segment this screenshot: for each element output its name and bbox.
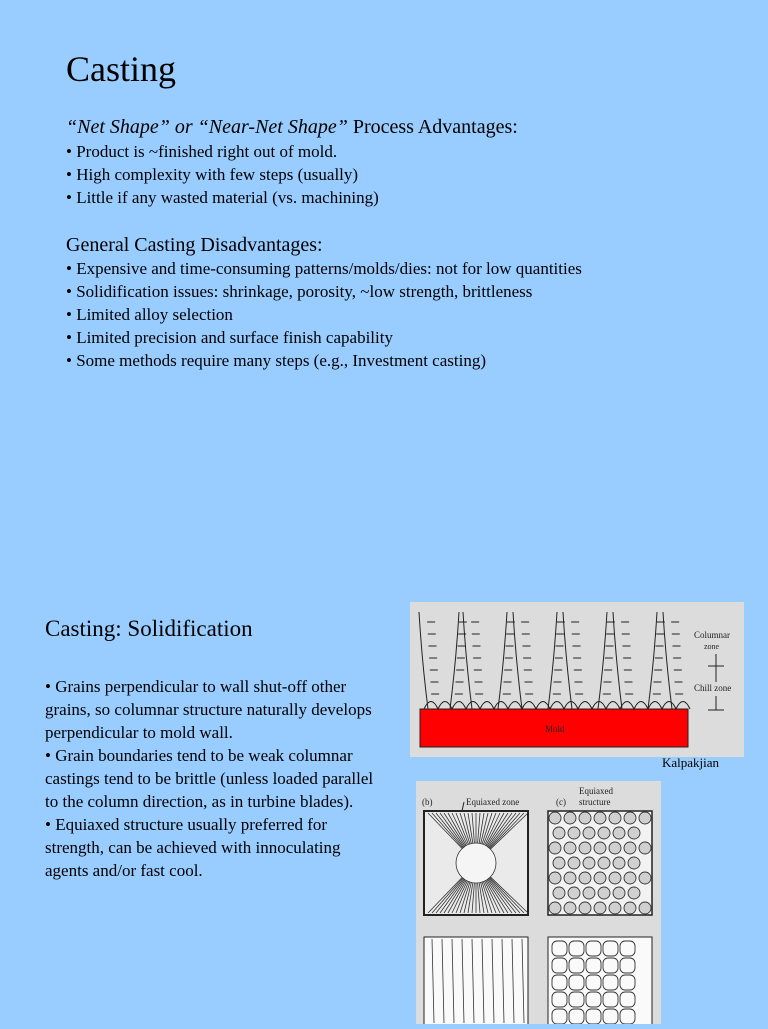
chill-grain bbox=[578, 702, 592, 710]
list-item: • High complexity with few steps (usually) bbox=[66, 165, 359, 184]
equiaxed-zone-label: Equiaxed zone bbox=[466, 797, 520, 807]
equiaxed-grain bbox=[553, 857, 565, 869]
equiaxed-grain bbox=[564, 842, 576, 854]
slide2-title: Casting: Solidification bbox=[45, 616, 253, 641]
chill-grain bbox=[648, 702, 662, 710]
equiaxed-grain bbox=[549, 872, 561, 884]
columnar-grain-figure bbox=[410, 602, 744, 757]
equiaxed-grain bbox=[564, 812, 576, 824]
equiaxed-grain bbox=[598, 887, 610, 899]
dimension-arrows bbox=[708, 654, 724, 710]
equiaxed-grain bbox=[624, 902, 636, 914]
equiaxed-structure-label: structure bbox=[579, 797, 611, 807]
grain-boundaries bbox=[419, 612, 690, 709]
equiaxed-structure-figure bbox=[416, 781, 661, 1024]
columnar-zone-label: Columnar bbox=[694, 630, 730, 640]
equiaxed-grain bbox=[583, 857, 595, 869]
equiaxed-grain bbox=[568, 857, 580, 869]
list-item: • Solidification issues: shrinkage, porosity, ~low strength, brittleness bbox=[66, 282, 533, 301]
chill-grain bbox=[634, 702, 648, 710]
equiaxed-grain bbox=[613, 857, 625, 869]
equiaxed-grain bbox=[639, 812, 651, 824]
equiaxed-grain bbox=[609, 902, 621, 914]
equiaxed-grain bbox=[594, 842, 606, 854]
equiaxed-core bbox=[456, 843, 496, 883]
equiaxed-grain bbox=[594, 902, 606, 914]
chill-grain bbox=[508, 702, 522, 710]
columnar-grain-boundary bbox=[663, 612, 672, 709]
chill-grain bbox=[480, 702, 494, 710]
equiaxed-grain bbox=[564, 872, 576, 884]
chill-grain bbox=[424, 702, 438, 710]
pointer-line bbox=[462, 802, 464, 811]
mold-label: Mold bbox=[545, 724, 565, 734]
equiaxed-grain bbox=[598, 857, 610, 869]
equiaxed-grain bbox=[624, 872, 636, 884]
equiaxed-grain bbox=[549, 842, 561, 854]
list-item: • Expensive and time-consuming patterns/molds/dies: not for low quantities bbox=[66, 259, 582, 278]
equiaxed-grain bbox=[583, 887, 595, 899]
advantages-heading-rest: Process Advantages: bbox=[347, 116, 518, 138]
equiaxed-grain bbox=[579, 872, 591, 884]
chill-grain bbox=[676, 702, 690, 710]
panel-b-label: (b) bbox=[422, 797, 433, 807]
equiaxed-grain bbox=[624, 812, 636, 824]
columnar-grain-boundary bbox=[419, 612, 428, 709]
figure-caption: Kalpakjian bbox=[662, 755, 720, 770]
panel-c-label: (c) bbox=[556, 797, 566, 807]
equiaxed-grain bbox=[613, 827, 625, 839]
equiaxed-grain bbox=[628, 887, 640, 899]
equiaxed-grain bbox=[568, 827, 580, 839]
equiaxed-grain bbox=[594, 872, 606, 884]
equiaxed-grain bbox=[609, 842, 621, 854]
equiaxed-grain bbox=[609, 812, 621, 824]
columnar-grain-boundary bbox=[463, 612, 472, 709]
equiaxed-grain bbox=[598, 827, 610, 839]
disadvantages-list bbox=[66, 257, 582, 372]
equiaxed-grain bbox=[553, 887, 565, 899]
equiaxed-grain bbox=[639, 902, 651, 914]
equiaxed-structure-label: Equiaxed bbox=[579, 786, 613, 796]
paragraph: • Grains perpendicular to wall shut-off other grains, so columnar structure naturally develops perpendicular to mold wall. bbox=[45, 677, 372, 742]
columnar-zone-label: zone bbox=[704, 642, 720, 651]
disadvantages-heading: General Casting Disadvantages: bbox=[66, 234, 323, 256]
chill-zone-label: Chill zone bbox=[694, 683, 732, 693]
chill-grain bbox=[494, 702, 508, 710]
equiaxed-grain bbox=[553, 827, 565, 839]
equiaxed-grain bbox=[579, 812, 591, 824]
paragraph: • Equiaxed structure usually preferred for strength, can be achieved with innoculating agents and/or fast cool. bbox=[45, 815, 341, 880]
chill-grain bbox=[662, 702, 676, 710]
chill-grain bbox=[466, 702, 480, 710]
equiaxed-grain bbox=[609, 872, 621, 884]
equiaxed-grain bbox=[549, 812, 561, 824]
list-item: • Limited precision and surface finish capability bbox=[66, 328, 393, 347]
equiaxed-grain bbox=[639, 872, 651, 884]
equiaxed-grain bbox=[613, 887, 625, 899]
slide-title: Casting bbox=[66, 49, 177, 89]
list-item: • Limited alloy selection bbox=[66, 305, 233, 324]
equiaxed-grain bbox=[549, 902, 561, 914]
paragraph: • Grain boundaries tend to be weak columnar castings tend to be brittle (unless loaded parallel to the column direction, as in turbine blades). bbox=[45, 746, 374, 811]
columnar-grain-boundary bbox=[513, 612, 522, 709]
equiaxed-grain bbox=[583, 827, 595, 839]
list-item: • Product is ~finished right out of mold. bbox=[66, 142, 338, 161]
list-item: • Some methods require many steps (e.g., Investment casting) bbox=[66, 351, 486, 370]
advantages-list bbox=[66, 140, 379, 209]
chill-grain bbox=[452, 702, 466, 710]
columnar-grain-boundary bbox=[613, 612, 622, 709]
equiaxed-grain bbox=[579, 902, 591, 914]
equiaxed-grain bbox=[568, 887, 580, 899]
advantages-heading-italic: “Net Shape” or “Near-Net Shape” bbox=[66, 116, 348, 138]
equiaxed-drawing bbox=[416, 781, 661, 1024]
columnar-grain-boundary bbox=[563, 612, 572, 709]
equiaxed-grain bbox=[564, 902, 576, 914]
solidification-text bbox=[45, 675, 385, 882]
equiaxed-grain bbox=[579, 842, 591, 854]
equiaxed-grain bbox=[628, 857, 640, 869]
chill-grain bbox=[522, 702, 536, 710]
equiaxed-grain bbox=[639, 842, 651, 854]
list-item: • Little if any wasted material (vs. machining) bbox=[66, 188, 379, 207]
columnar-grain-drawing bbox=[410, 602, 744, 757]
advantages-heading bbox=[66, 114, 518, 140]
chill-grain bbox=[550, 702, 564, 710]
equiaxed-grain bbox=[624, 842, 636, 854]
chill-grain bbox=[606, 702, 620, 710]
equiaxed-grain bbox=[628, 827, 640, 839]
equiaxed-grain bbox=[594, 812, 606, 824]
